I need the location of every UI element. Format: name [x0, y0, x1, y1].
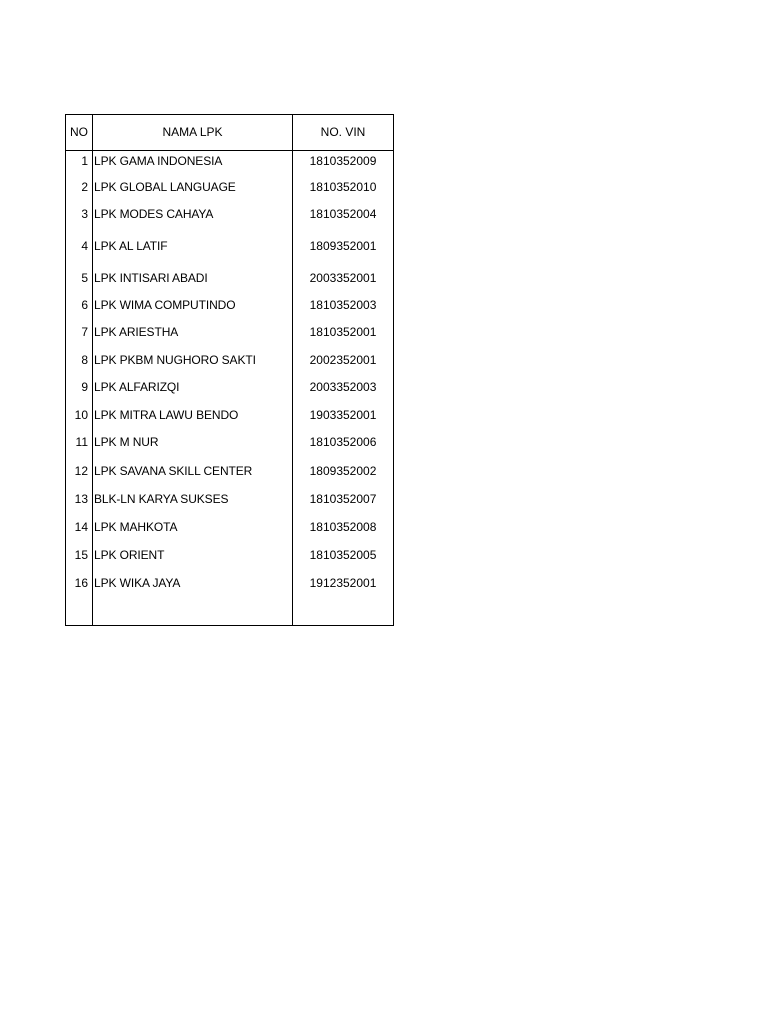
cell-vin: 1810352008: [309, 520, 377, 534]
cell-vin: 1810352010: [309, 180, 377, 194]
table-header: [66, 115, 393, 150]
table-row: [66, 204, 393, 224]
cell-vin: 1903352001: [309, 408, 377, 422]
cell-name: LPK MAHKOTA: [94, 520, 178, 534]
cell-name: LPK WIKA JAYA: [94, 576, 181, 590]
cell-no: 10: [74, 408, 88, 422]
table-row: [66, 489, 393, 509]
cell-no: 4: [81, 239, 88, 253]
cell-name: LPK PKBM NUGHORO SAKTI: [94, 353, 256, 367]
cell-name: LPK GAMA INDONESIA: [94, 154, 223, 168]
cell-name: LPK AL LATIF: [94, 239, 168, 253]
cell-no: 15: [74, 548, 88, 562]
cell-no: 6: [81, 298, 88, 312]
cell-name: LPK ARIESTHA: [94, 325, 179, 339]
cell-vin: 2003352001: [309, 271, 377, 285]
lpk-table: [65, 114, 394, 626]
table-row: [66, 377, 393, 397]
table-row: [66, 573, 393, 593]
cell-name: LPK MITRA LAWU BENDO: [94, 408, 239, 422]
cell-no: 2: [81, 180, 88, 194]
cell-vin: 1912352001: [309, 576, 377, 590]
cell-vin: 1810352001: [309, 325, 377, 339]
cell-name: LPK MODES CAHAYA: [94, 207, 214, 221]
cell-name: LPK INTISARI ABADI: [94, 271, 208, 285]
cell-no: 9: [81, 380, 88, 394]
cell-no: 11: [75, 435, 88, 449]
table-row: [66, 268, 393, 288]
header-name: NAMA LPK: [162, 125, 223, 139]
cell-name: LPK ORIENT: [94, 548, 165, 562]
cell-no: 13: [74, 492, 88, 506]
cell-vin: 1810352009: [309, 154, 377, 168]
cell-vin: 1809352002: [309, 464, 377, 478]
cell-no: 3: [81, 207, 88, 221]
table-row: [66, 350, 393, 370]
cell-vin: 1810352004: [309, 207, 377, 221]
table-row: [66, 461, 393, 481]
cell-vin: 2003352003: [309, 380, 377, 394]
cell-no: 8: [81, 353, 88, 367]
table-row: [66, 517, 393, 537]
header-vin: NO. VIN: [320, 125, 366, 139]
cell-no: 12: [74, 464, 88, 478]
cell-no: 5: [81, 271, 88, 285]
table-row: [66, 322, 393, 342]
cell-name: LPK SAVANA SKILL CENTER: [94, 464, 253, 478]
cell-name: BLK-LN KARYA SUKSES: [94, 492, 229, 506]
cell-no: 7: [81, 325, 88, 339]
cell-name: LPK GLOBAL LANGUAGE: [94, 180, 236, 194]
table-row: [66, 545, 393, 565]
cell-no: 14: [74, 520, 88, 534]
cell-vin: 1810352006: [309, 435, 377, 449]
cell-vin: 2002352001: [309, 353, 377, 367]
cell-vin: 1810352007: [309, 492, 377, 506]
header-no: NO: [70, 125, 88, 139]
cell-name: LPK WIMA COMPUTINDO: [94, 298, 236, 312]
cell-vin: 1809352001: [309, 239, 377, 253]
cell-no: 1: [81, 154, 88, 168]
table-row: [66, 151, 393, 171]
table-row: [66, 295, 393, 315]
table-row: [66, 236, 393, 256]
cell-name: LPK M NUR: [94, 435, 159, 449]
table-row: [66, 432, 393, 452]
table-row: [66, 177, 393, 197]
cell-name: LPK ALFARIZQI: [94, 380, 180, 394]
table-row: [66, 405, 393, 425]
cell-no: 16: [74, 576, 88, 590]
cell-vin: 1810352005: [309, 548, 377, 562]
cell-vin: 1810352003: [309, 298, 377, 312]
